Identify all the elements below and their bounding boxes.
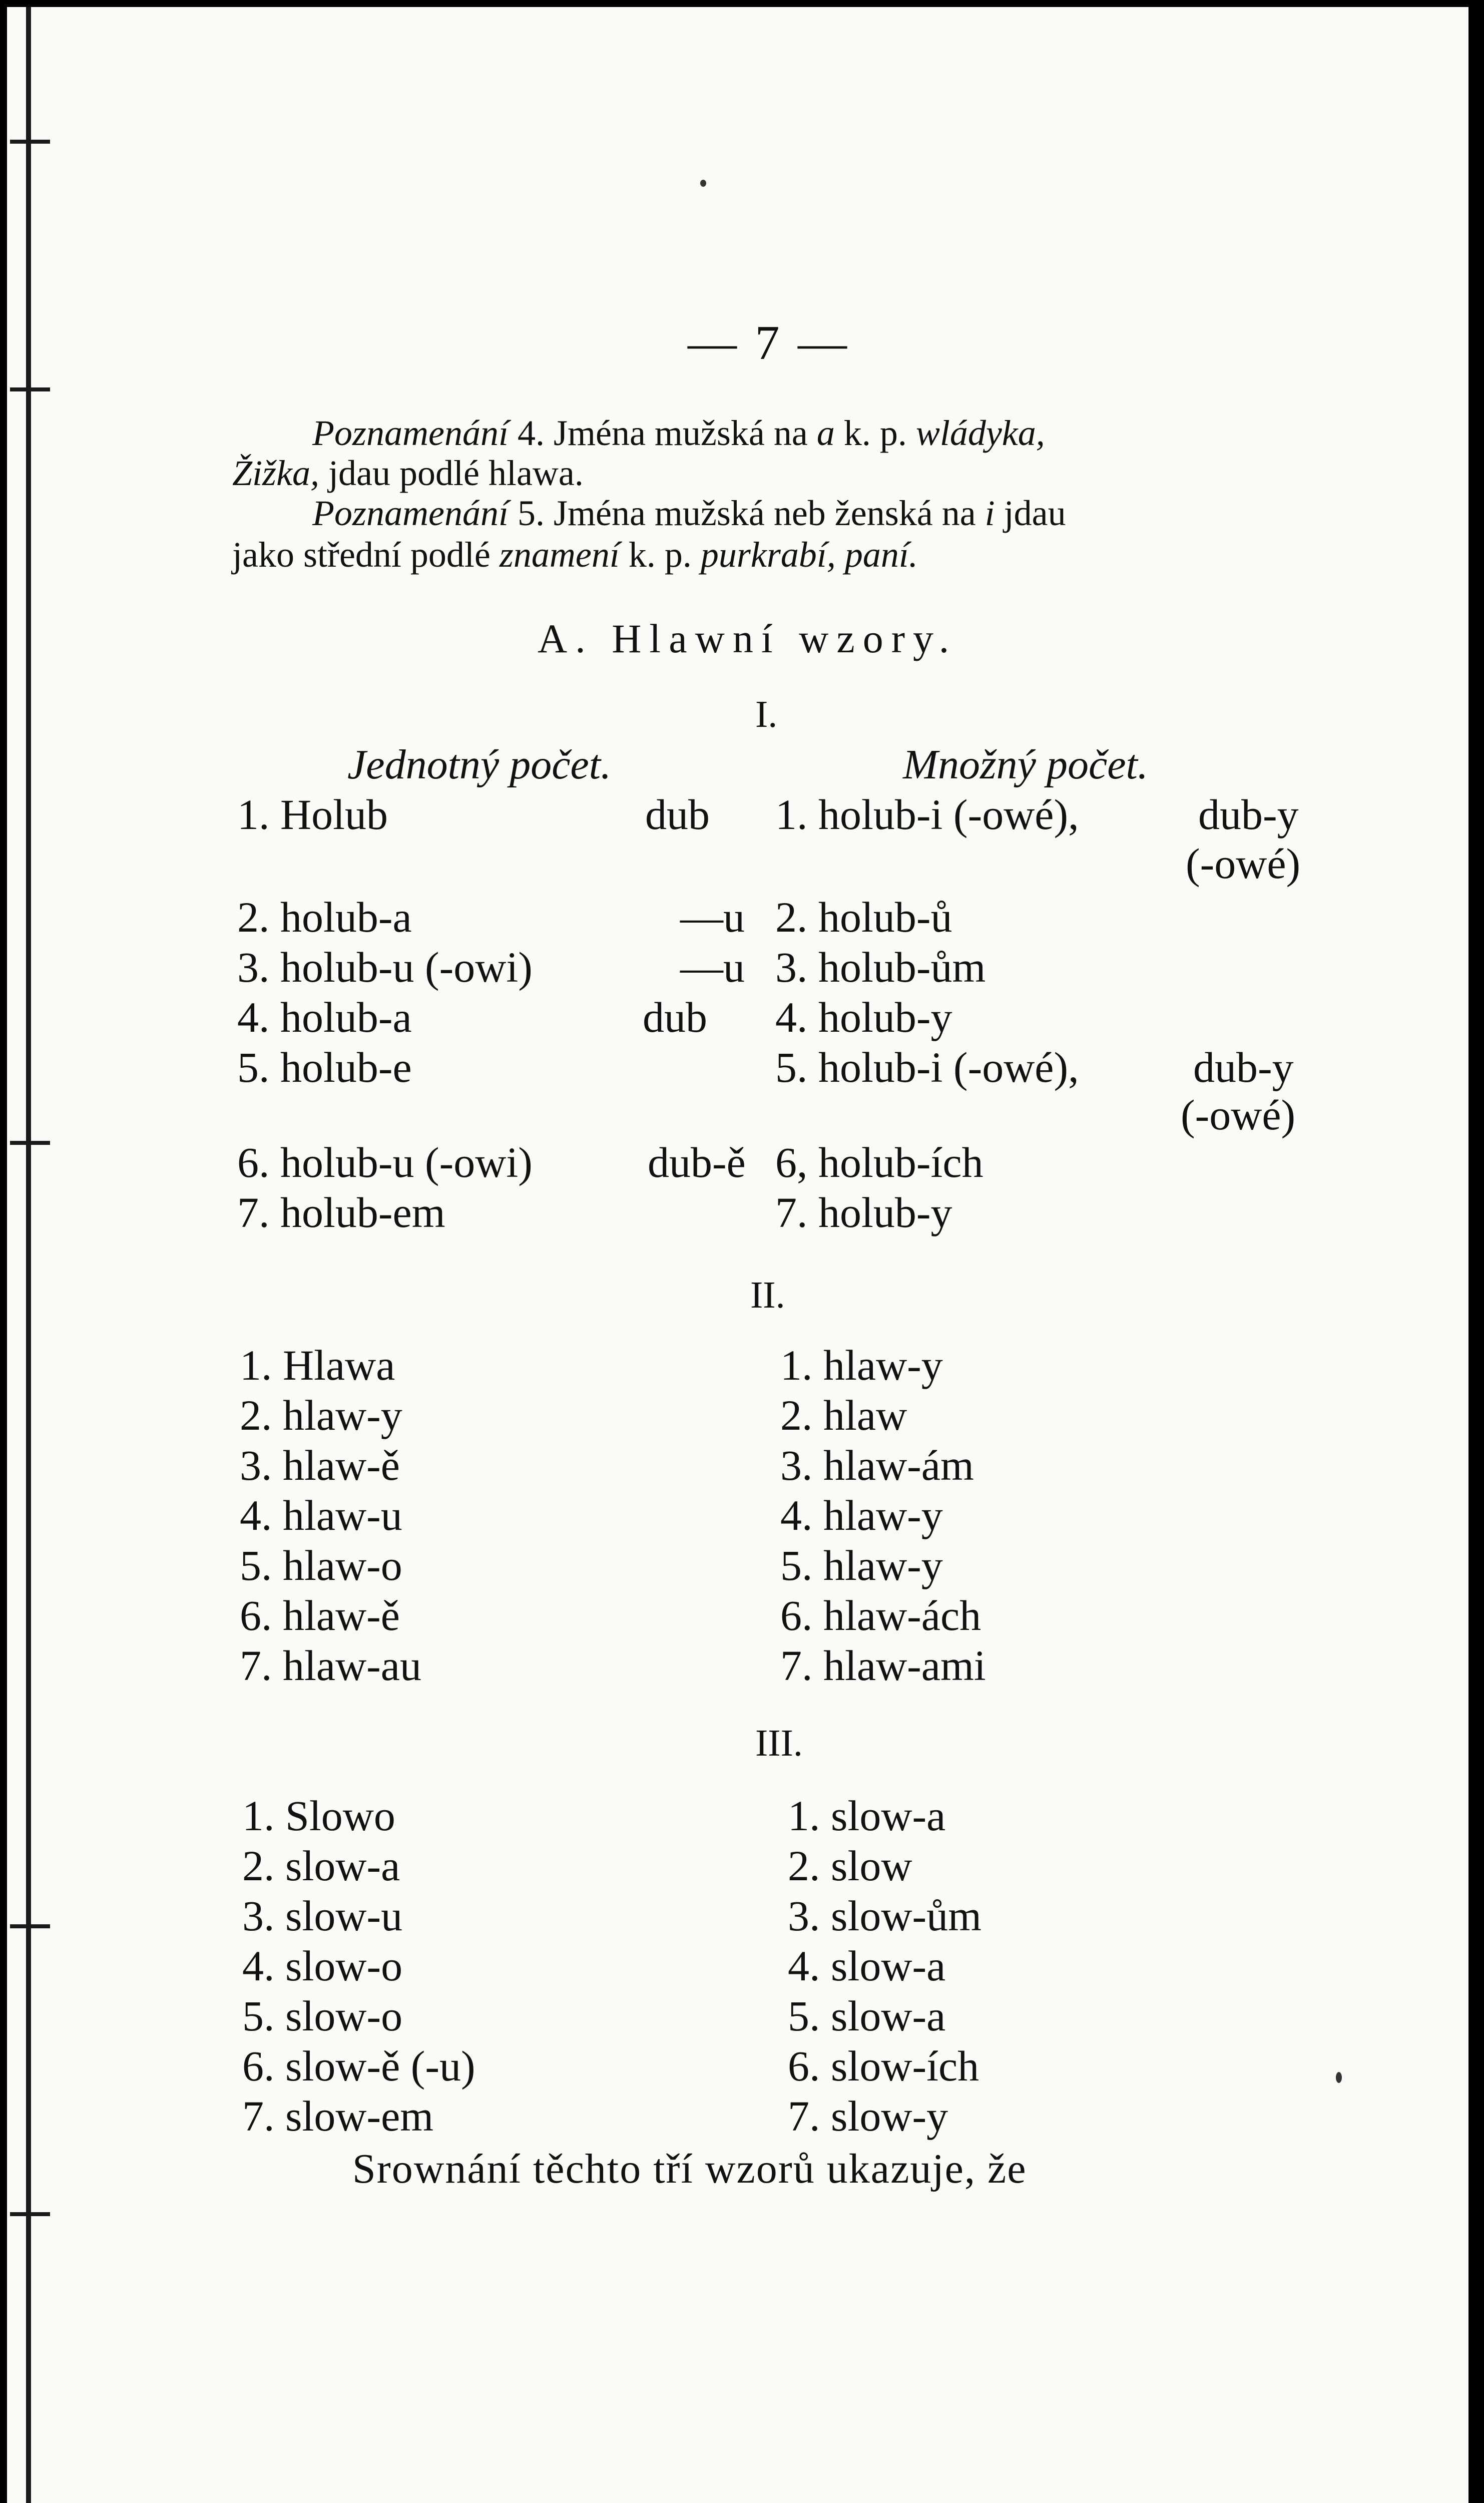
table-row-sg: 1. Hlawa (240, 1341, 395, 1389)
table-row-pl-cont: (-owé) (1181, 1091, 1296, 1139)
note-text: jako střední podlé (232, 535, 490, 575)
plural-column-header: Množný počet. (903, 741, 1148, 788)
scanned-page (7, 7, 1468, 2503)
singular-column-header: Jednotný počet. (347, 741, 612, 788)
table-row-pl: 4. hlaw-y (780, 1491, 943, 1539)
table-row-sg: 1. Holub (237, 790, 388, 839)
table-row-sg: 5. hlaw-o (240, 1541, 402, 1589)
paper-speck (1336, 2072, 1342, 2083)
note-example: purkrabí, paní. (700, 535, 918, 575)
table-row-sg: 6. holub-u (-owi) (237, 1138, 533, 1186)
note-text: 5. Jména mužská neb ženská na (517, 493, 976, 533)
page-number: — 7 — (688, 316, 850, 370)
table-row-pl: 4. holub-y (775, 993, 952, 1041)
table-row-sg: 7. slow-em (242, 2092, 434, 2140)
table-row-sg: 5. slow-o (242, 1992, 403, 2040)
note-kp: k. p. (843, 413, 907, 453)
note-example: znamení (499, 535, 620, 575)
note-letter: a (816, 413, 835, 453)
note-example: wládyka, (915, 413, 1045, 453)
note-text: jdau podlé hlawa. (328, 453, 584, 493)
table-row-sg-alt: dub (643, 993, 707, 1041)
table-row-pl: 5. hlaw-y (780, 1541, 943, 1589)
binding-mark (10, 1141, 50, 1145)
table-row-sg: 7. holub-em (237, 1188, 445, 1236)
table-row-pl-alt: dub-y (1193, 1043, 1294, 1091)
table-row-pl: 7. slow-y (788, 2092, 948, 2140)
table-row-pl: 1. holub-i (-owé), (775, 790, 1079, 839)
note-text: jdau (1004, 493, 1066, 533)
note-label: Poznamenání (312, 493, 509, 533)
table-row-sg: 2. holub-a (237, 893, 412, 941)
table-row-sg-alt: —u (680, 943, 745, 991)
table-row-pl: 1. hlaw-y (780, 1341, 943, 1389)
table-row-sg: 1. Slowo (242, 1792, 395, 1840)
note4-line1 (312, 415, 1045, 451)
table-row-pl-cont: (-owé) (1186, 840, 1301, 888)
note4-line2 (232, 455, 584, 491)
table-row-sg: 3. holub-u (-owi) (237, 943, 533, 991)
table-row-pl: 2. hlaw (780, 1391, 907, 1439)
binding-mark (10, 387, 50, 391)
note-kp: k. p. (628, 535, 692, 575)
table-row-pl: 6. slow-ích (788, 2042, 979, 2090)
table-row-sg: 2. slow-a (242, 1842, 400, 1890)
table-row-sg-alt: dub-ě (648, 1138, 746, 1186)
note5-line1 (312, 495, 1066, 531)
table-row-sg: 4. slow-o (242, 1942, 403, 1990)
table-row-pl-alt: dub-y (1198, 790, 1299, 839)
note-label: Poznamenání (312, 413, 509, 453)
table-row-pl: 5. holub-i (-owé), (775, 1043, 1079, 1091)
table-row-pl: 2. holub-ů (775, 893, 952, 941)
pattern-roman-I: I. (755, 693, 778, 735)
table-row-sg: 6. slow-ě (-u) (242, 2042, 475, 2090)
table-row-pl: 5. slow-a (788, 1992, 946, 2040)
table-row-sg: 3. slow-u (242, 1892, 403, 1940)
pattern-roman-III: III. (755, 1722, 803, 1764)
table-row-sg-alt: dub (645, 790, 710, 839)
table-row-pl: 7. hlaw-ami (780, 1641, 986, 1690)
binding-mark (10, 2212, 50, 2216)
table-row-pl: 1. slow-a (788, 1792, 946, 1840)
table-row-pl: 2. slow (788, 1842, 912, 1890)
table-row-pl: 6. hlaw-ách (780, 1591, 981, 1639)
note-text: 4. Jména mužská na (517, 413, 808, 453)
paper-speck (700, 180, 706, 187)
binding-mark (10, 140, 50, 144)
table-row-sg-alt: —u (680, 893, 745, 941)
table-row-sg: 4. hlaw-u (240, 1491, 402, 1539)
binding-edge-line (26, 7, 31, 2503)
binding-mark (10, 1924, 50, 1928)
table-row-sg: 7. hlaw-au (240, 1641, 421, 1690)
table-row-pl: 3. hlaw-ám (780, 1441, 974, 1489)
table-row-pl: 7. holub-y (775, 1188, 952, 1236)
table-row-pl: 3. holub-ům (775, 943, 986, 991)
table-row-sg: 3. hlaw-ě (240, 1441, 400, 1489)
table-row-sg: 5. holub-e (237, 1043, 412, 1091)
table-row-sg: 6. hlaw-ě (240, 1591, 400, 1639)
section-heading: A. Hlawní wzory. (538, 616, 957, 661)
table-row-pl: 3. slow-ům (788, 1892, 981, 1940)
note5-line2 (232, 537, 918, 573)
note-letter: i (984, 493, 995, 533)
table-row-sg: 2. hlaw-y (240, 1391, 402, 1439)
table-row-pl: 6, holub-ích (775, 1138, 983, 1186)
pattern-roman-II: II. (750, 1274, 785, 1316)
table-row-sg: 4. holub-a (237, 993, 412, 1041)
closing-line: Srownání těchto tří wzorů ukazuje, že (352, 2146, 1027, 2192)
note-example: Žižka, (232, 453, 320, 493)
table-row-pl: 4. slow-a (788, 1942, 946, 1990)
